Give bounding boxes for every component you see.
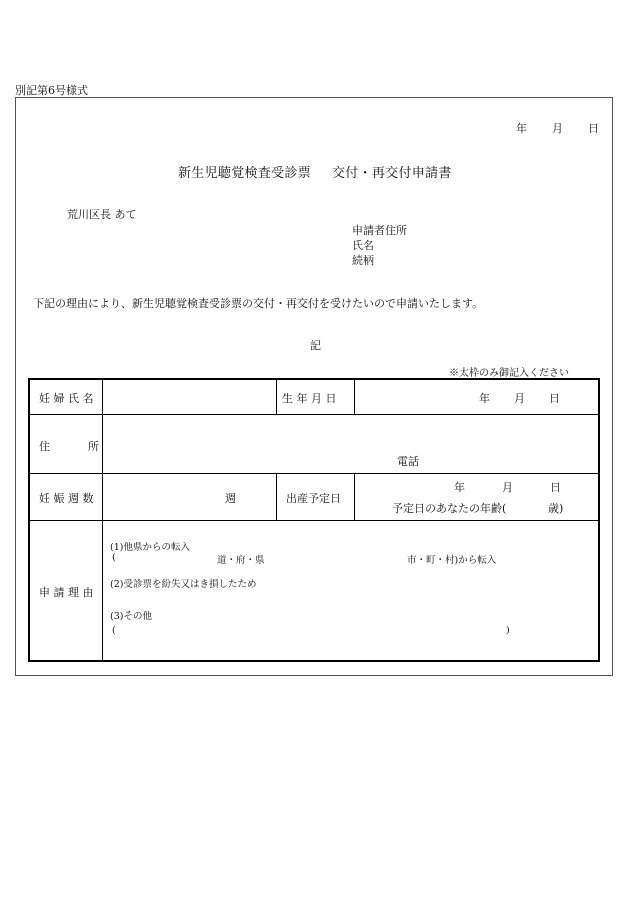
date-year: 年 <box>516 122 527 135</box>
dob-day: 日 <box>549 392 560 405</box>
age-label: 予定日のあなたの年齢( <box>392 502 507 515</box>
age-unit: 歳) <box>548 502 564 515</box>
row-divider <box>30 520 598 521</box>
weeks-unit: 週 <box>225 492 236 505</box>
column-divider <box>276 473 277 520</box>
reason-3-open-paren: ( <box>112 625 116 636</box>
applicant-relationship-label: 続柄 <box>352 254 374 267</box>
dob-month: 月 <box>514 392 525 405</box>
reason-3-other: (3)その他 <box>110 611 152 622</box>
application-table <box>28 378 600 662</box>
date-day: 日 <box>588 122 599 135</box>
reason-1-transfer: (1)他県からの転入 <box>110 542 190 553</box>
thick-frame-note: ※太枠のみ御記入ください <box>449 368 569 379</box>
reason-3-close-paren: ) <box>506 625 510 636</box>
application-statement: 下記の理由により、新生児聴覚検査受診票の交付・再交付を受けたいので申請いたします。 <box>33 297 484 310</box>
column-divider <box>354 473 355 520</box>
addressee: 荒川区長 あて <box>67 208 137 221</box>
reason-label: 申 請 理 由 <box>39 586 94 599</box>
reason-1-city: 市・町・村)から転入 <box>407 555 497 566</box>
due-date-label: 出産予定日 <box>286 492 341 505</box>
reason-1-prefecture: 道・府・県 <box>217 555 265 566</box>
applicant-name-label: 氏名 <box>352 239 374 252</box>
column-divider <box>354 380 355 414</box>
due-year: 年 <box>454 481 465 494</box>
ki-heading: 記 <box>310 339 321 352</box>
gestational-weeks-label: 妊 娠 週 数 <box>39 492 94 505</box>
form-number: 別記第6号様式 <box>15 84 88 97</box>
address-label-right: 所 <box>88 440 99 453</box>
row-divider <box>30 473 598 474</box>
row-divider <box>30 414 598 415</box>
page-subtitle: 交付・再交付申請書 <box>332 166 452 181</box>
dob-year: 年 <box>479 392 490 405</box>
dob-label: 生 年 月 日 <box>282 392 337 405</box>
applicant-address-label: 申請者住所 <box>352 224 407 237</box>
pregnant-name-label: 妊 婦 氏 名 <box>39 392 94 405</box>
address-label-left: 住 <box>39 440 50 453</box>
phone-label: 電話 <box>397 455 419 468</box>
reason-2-lost: (2)受診票を紛失又はき損したため <box>110 579 257 590</box>
column-divider <box>276 380 277 414</box>
due-month: 月 <box>502 481 513 494</box>
due-day: 日 <box>550 481 561 494</box>
label-column-divider <box>102 380 103 660</box>
date-month: 月 <box>552 122 563 135</box>
reason-1-open-paren: ( <box>112 552 116 563</box>
page-title: 新生児聴覚検査受診票 <box>178 166 312 181</box>
